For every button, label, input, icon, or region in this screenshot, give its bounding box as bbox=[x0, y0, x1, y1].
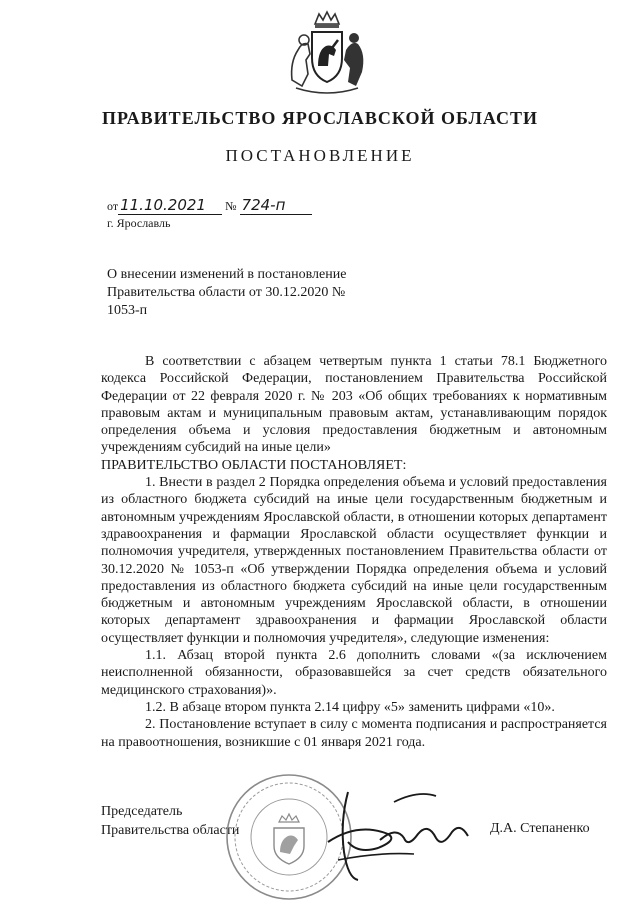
coat-of-arms-icon bbox=[282, 10, 372, 98]
item-2-paragraph: 2. Постановление вступает в силу с момента подписания и распространяется на правоотношения, возникшие с 01 января 2021 года. bbox=[101, 717, 607, 750]
date-number-line bbox=[107, 196, 312, 215]
item-1-paragraph: 1. Внести в раздел 2 Порядка определения объема и условий предоставления из областного бюджета субсидий на иные цели государственным бюджетным и автономным учреждениям Ярославской области, в отношении которых департамент здравоохранения и фармации Ярославской области осуществляет функции и полномочия учредителя, утвержденных постановлением Правительства области от 30.12.2020 № 1053-п «Об утверждении Порядка определения объема и условий предоставления из областного бюджета субсидий на иные цели государственным бюджетным и автономным учреждениям Ярославской области, в отношении которых департамент здравоохранения и фармации Ярославской области осуществляет функции и полномочия учредителя», следующие изменения: bbox=[101, 475, 607, 646]
document-date: 11.10.2021 bbox=[118, 196, 222, 215]
decree-line: ПРАВИТЕЛЬСТВО ОБЛАСТИ ПОСТАНОВЛЯЕТ: bbox=[101, 457, 407, 473]
signatory-title-line1: Председатель bbox=[101, 804, 183, 819]
item-1-1-paragraph: 1.1. Абзац второй пункта 2.6 дополнить словами «(за исключением неисполненной обязанности, образовавшейся за счет средств обязательного медицинского страхования)». bbox=[101, 648, 607, 698]
document-number: 724-п bbox=[240, 196, 312, 215]
handwritten-signature-icon bbox=[318, 782, 478, 892]
signer-name: Д.А. Степаненко bbox=[490, 821, 590, 836]
number-prefix: № bbox=[225, 199, 237, 213]
government-name: ПРАВИТЕЛЬСТВО ЯРОСЛАВСКОЙ ОБЛАСТИ bbox=[101, 108, 538, 128]
city: г. Ярославль bbox=[107, 216, 171, 230]
preamble-paragraph: В соответствии с абзацем четвертым пункта 1 статьи 78.1 Бюджетного кодекса Российской Федерации, постановлением Правительства Российской Федерации от 22 февраля 2020 г. № 203 «Об общих требованиях к нормативным правовым актам и муниципальным правовым актам, устанавливающим порядок определения объема и условия предоставления бюджетным и автономным учреждениям субсидий на иные цели» bbox=[101, 354, 607, 456]
document-subject: О внесении изменений в постановление Правительства области от 30.12.2020 № 1053-п bbox=[107, 267, 347, 318]
item-1-2-paragraph: 1.2. В абзаце втором пункта 2.14 цифру «5» заменить цифрами «10». bbox=[145, 699, 555, 715]
signatory-title bbox=[101, 802, 239, 840]
signatory-title-line2: Правительства области bbox=[101, 823, 240, 838]
document-type: ПОСТАНОВЛЕНИЕ bbox=[225, 146, 415, 165]
date-prefix: от bbox=[107, 199, 119, 213]
document-body bbox=[101, 353, 607, 751]
